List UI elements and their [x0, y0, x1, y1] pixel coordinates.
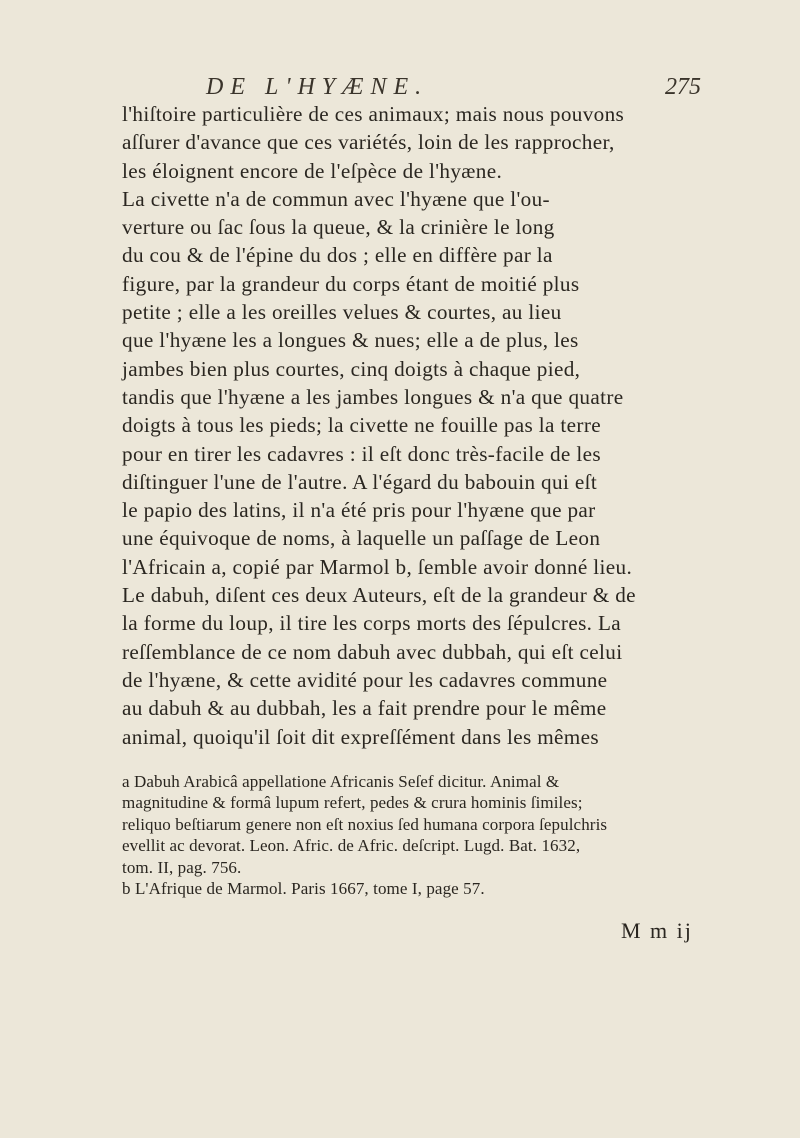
page-number: 275 — [665, 74, 701, 100]
body-line: du cou & de l'épine du dos ; elle en diffère par la — [122, 243, 553, 268]
body-line: La civette n'a de commun avec l'hyæne que l'ou- — [122, 186, 550, 211]
footnote-line: evellit ac devorat. Leon. Afric. de Afric. deſcript. Lugd. Bat. 1632, — [122, 836, 581, 856]
body-line: doigts à tous les pieds; la civette ne fouille pas la terre — [122, 413, 601, 438]
body-line: diſtinguer l'une de l'autre. A l'égard du babouin qui eſt — [122, 469, 598, 494]
running-head: DE L'HYÆNE. — [206, 74, 429, 100]
body-line: pour en tirer les cadavres : il eſt donc très-facile de les — [122, 441, 601, 466]
body-line: jambes bien plus courtes, cinq doigts à chaque pied, — [122, 356, 581, 381]
footnote-line: a Dabuh Arabicâ appellatione Africanis Seſef dicitur. Animal & — [122, 772, 560, 791]
signature-mark: M m ij — [621, 918, 693, 943]
body-line: verture ou ſac ſous la queue, & la crinière le long — [122, 215, 555, 240]
body-text — [122, 100, 678, 751]
body-line: les éloignent encore de l'eſpèce de l'hyæne. — [122, 158, 503, 183]
body-line: tandis que l'hyæne a les jambes longues & n'a que quatre — [122, 384, 624, 409]
footnote-line: reliquo beſtiarum genere non eſt noxius ſed humana corpora ſepulchris — [122, 814, 608, 834]
body-line: une équivoque de noms, à laquelle un paſſage de Leon — [122, 526, 601, 551]
body-line: l'hiſtoire particulière de ces animaux; mais nous pouvons — [122, 102, 625, 126]
body-line: aſſurer d'avance que ces variétés, loin de les rapprocher, — [122, 130, 615, 155]
body-line: le papio des latins, il n'a été pris pour l'hyæne que par — [122, 498, 596, 523]
body-line: que l'hyæne les a longues & nues; elle a de plus, les — [122, 328, 579, 353]
body-line: animal, quoiqu'il ſoit dit expreſſément dans les mêmes — [122, 724, 599, 749]
body-line: la forme du loup, il tire les corps morts des ſépulcres. La — [122, 611, 622, 636]
body-line: au dabuh & au dubbah, les a fait prendre pour le même — [122, 696, 607, 721]
footnote-line: magnitudine & formâ lupum refert, pedes & crura hominis ſimiles; — [122, 793, 583, 813]
body-line: de l'hyæne, & cette avidité pour les cadavres commune — [122, 667, 608, 692]
body-line: l'Africain a, copié par Marmol b, ſemble avoir donné lieu. — [122, 554, 633, 579]
body-line: petite ; elle a les oreilles velues & courtes, au lieu — [122, 300, 562, 325]
body-line: Le dabuh, diſent ces deux Auteurs, eſt de la grandeur & de — [122, 583, 636, 608]
body-line: figure, par la grandeur du corps étant de moitié plus — [122, 271, 580, 296]
footnote-line: tom. II, pag. 756. — [122, 857, 242, 877]
footnotes — [122, 771, 678, 899]
footnote-line: b L'Afrique de Marmol. Paris 1667, tome I, page 57. — [122, 878, 485, 898]
body-line: reſſemblance de ce nom dabuh avec dubbah, qui eſt celui — [122, 639, 623, 664]
